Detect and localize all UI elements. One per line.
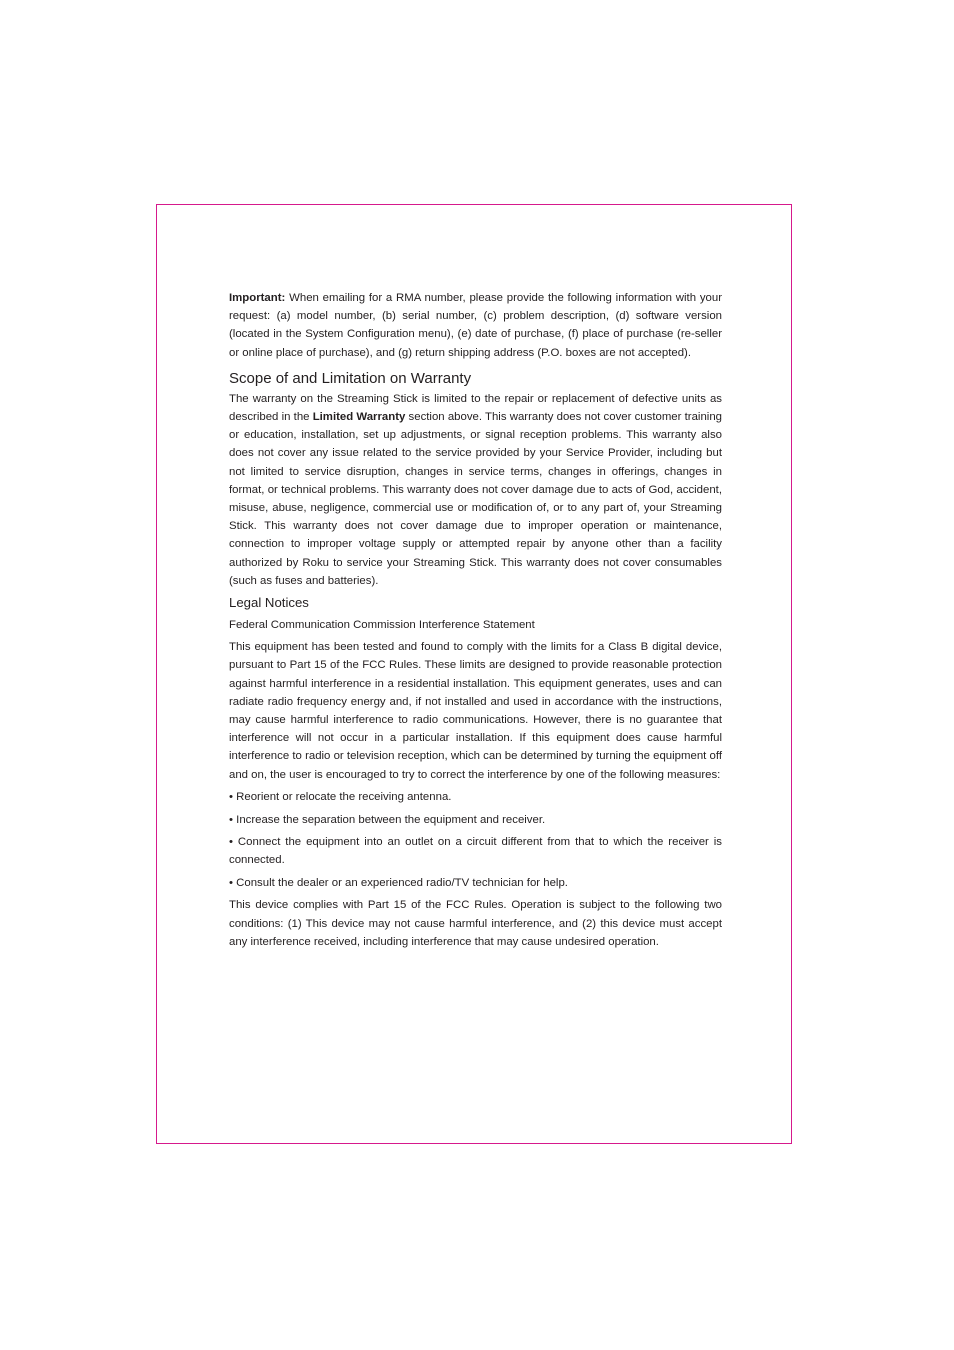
scope-heading: Scope of and Limitation on Warranty (229, 369, 472, 387)
scope-text-before: The warranty on the Streaming Stick is limited to the repair or replacement of defective units as described in the (229, 392, 722, 424)
important-paragraph (229, 289, 722, 362)
list-item: • Increase the separation between the equipment and receiver. (229, 813, 546, 826)
legal-notices-heading: Legal Notices (229, 595, 309, 611)
list-item: • Consult the dealer or an experienced radio/TV technician for help. (229, 876, 568, 889)
scope-paragraph (229, 390, 722, 590)
list-item: • Reorient or relocate the receiving antenna. (229, 791, 452, 804)
list-item: • Connect the equipment into an outlet on a circuit different from that to which the receiver is connected. (229, 836, 722, 867)
limited-warranty-term: Limited Warranty (312, 411, 406, 424)
fcc-subheading: Federal Communication Commission Interference Statement (229, 619, 535, 632)
fcc-compliance-paragraph: This device complies with Part 15 of the FCC Rules. Operation is subject to the following two conditions: (1) This device may not cause harmful interference, and (2) this device must accept any interference received, including interference that may cause undesired operation. (229, 899, 722, 948)
fcc-intro-paragraph: This equipment has been tested and found to comply with the limits for a Class B digital device, pursuant to Part 15 of the FCC Rules. These limits are designed to provide reasonable protection against harmful interference in a residential installation. This equipment generates, uses and can radiate radio frequency energy and, if not installed and used in accordance with the instructions, may cause harmful interference to radio communications. However, there is no guarantee that interference will not occur in a particular installation. If this equipment does cause harmful interference to radio or television reception, which can be determined by turning the equipment off and on, the user is encouraged to try to correct the interference by one of the following measures: (229, 641, 722, 781)
scope-text-after: section above. This warranty does not cover customer training or education, installation, set up adjustments, or signal reception problems. This warranty also does not cover any issue related to the service provided by your Service Provider, including but not limited to service disruption, changes in service terms, changes in offerings, changes in format, or technical problems. This warranty does not cover damage due to acts of God, accident, misuse, abuse, negligence, commercial use or modification of, or to any part of, your Streaming Stick. This warranty does not cover damage due to improper operation or maintenance, connection to improper voltage supply or attempted repair by anyone other than a facility authorized by Roku to service your Streaming Stick. This warranty does not cover consumables (such as fuses and batteries). (229, 411, 722, 587)
important-text: When emailing for a RMA number, please provide the following information with your request: (a) model number, (b) serial number, (c) problem description, (d) software version (located in the System Configuration menu), (e) date of purchase, (f) place of purchase (re-seller or online place of purchase), and (g) return shipping address (P.O. boxes are not accepted). (229, 292, 722, 359)
important-label: Important: (229, 292, 286, 304)
document-body (229, 289, 722, 951)
